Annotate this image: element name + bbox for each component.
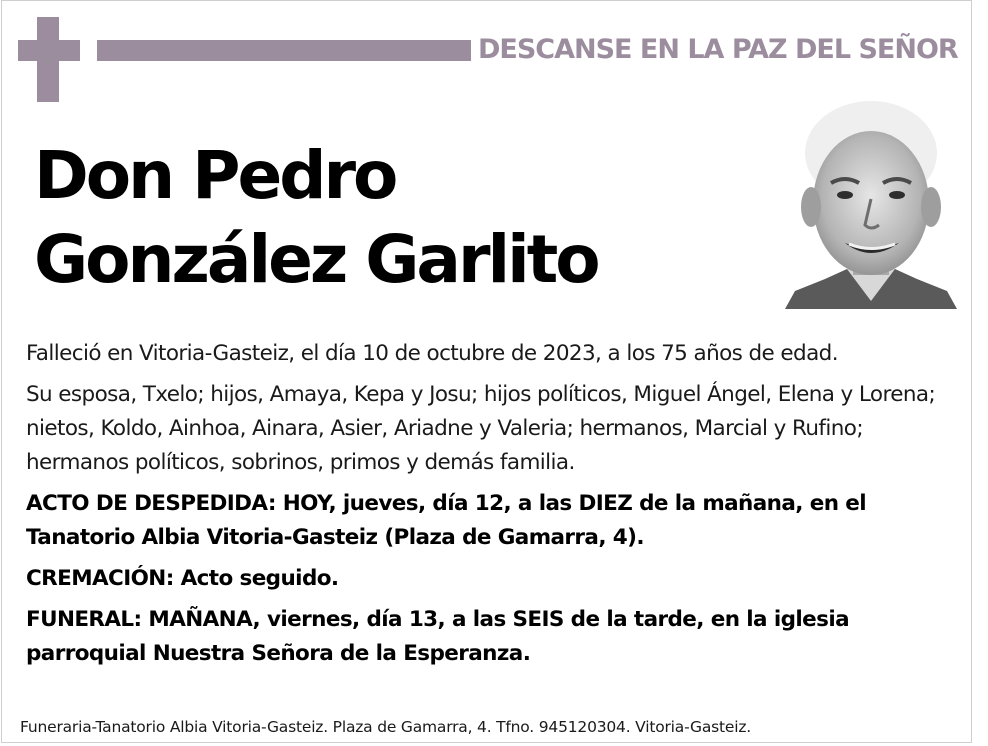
portrait-photo-icon [785, 95, 957, 309]
death-statement: Falleció en Vitoria-Gasteiz, el día 10 de octubre de 2023, a los 75 años de edad. [26, 341, 838, 366]
deceased-name-line2: González Garlito [34, 221, 598, 298]
cremation-note: CREMACIÓN: Acto seguido. [26, 566, 339, 591]
deceased-name-line1: Don Pedro [34, 137, 396, 214]
header-motto: DESCANSE EN LA PAZ DEL SEÑOR [478, 34, 958, 65]
portrait-photo [785, 95, 957, 309]
cross-icon-horizontal [18, 40, 80, 61]
farewell-act: ACTO DE DESPEDIDA: HOY, jueves, día 12, a las DIEZ de la mañana, en el Tanatorio Albia Vitoria-Gasteiz (Plaza de Gamarra, 4). [26, 491, 867, 550]
deceased-name [34, 134, 598, 302]
notice-body [26, 337, 961, 678]
funeral-home-footer: Funeraria-Tanatorio Albia Vitoria-Gasteiz. Plaza de Gamarra, 4. Tfno. 945120304. Vitoria-Gasteiz. [20, 718, 752, 736]
header-rule [97, 40, 471, 61]
funeral-note: FUNERAL: MAÑANA, viernes, día 13, a las SEIS de la tarde, en la iglesia parroquial Nuestra Señora de la Esperanza. [26, 607, 850, 666]
family-list: Su esposa, Txelo; hijos, Amaya, Kepa y Josu; hijos políticos, Miguel Ángel, Elena y Lorena; nietos, Koldo, Ainhoa, Ainara, Asier, Ariadne y Valeria; hermanos, Marcial y Rufino; hermanos políticos, sobrinos, primos y demás familia. [26, 382, 936, 475]
